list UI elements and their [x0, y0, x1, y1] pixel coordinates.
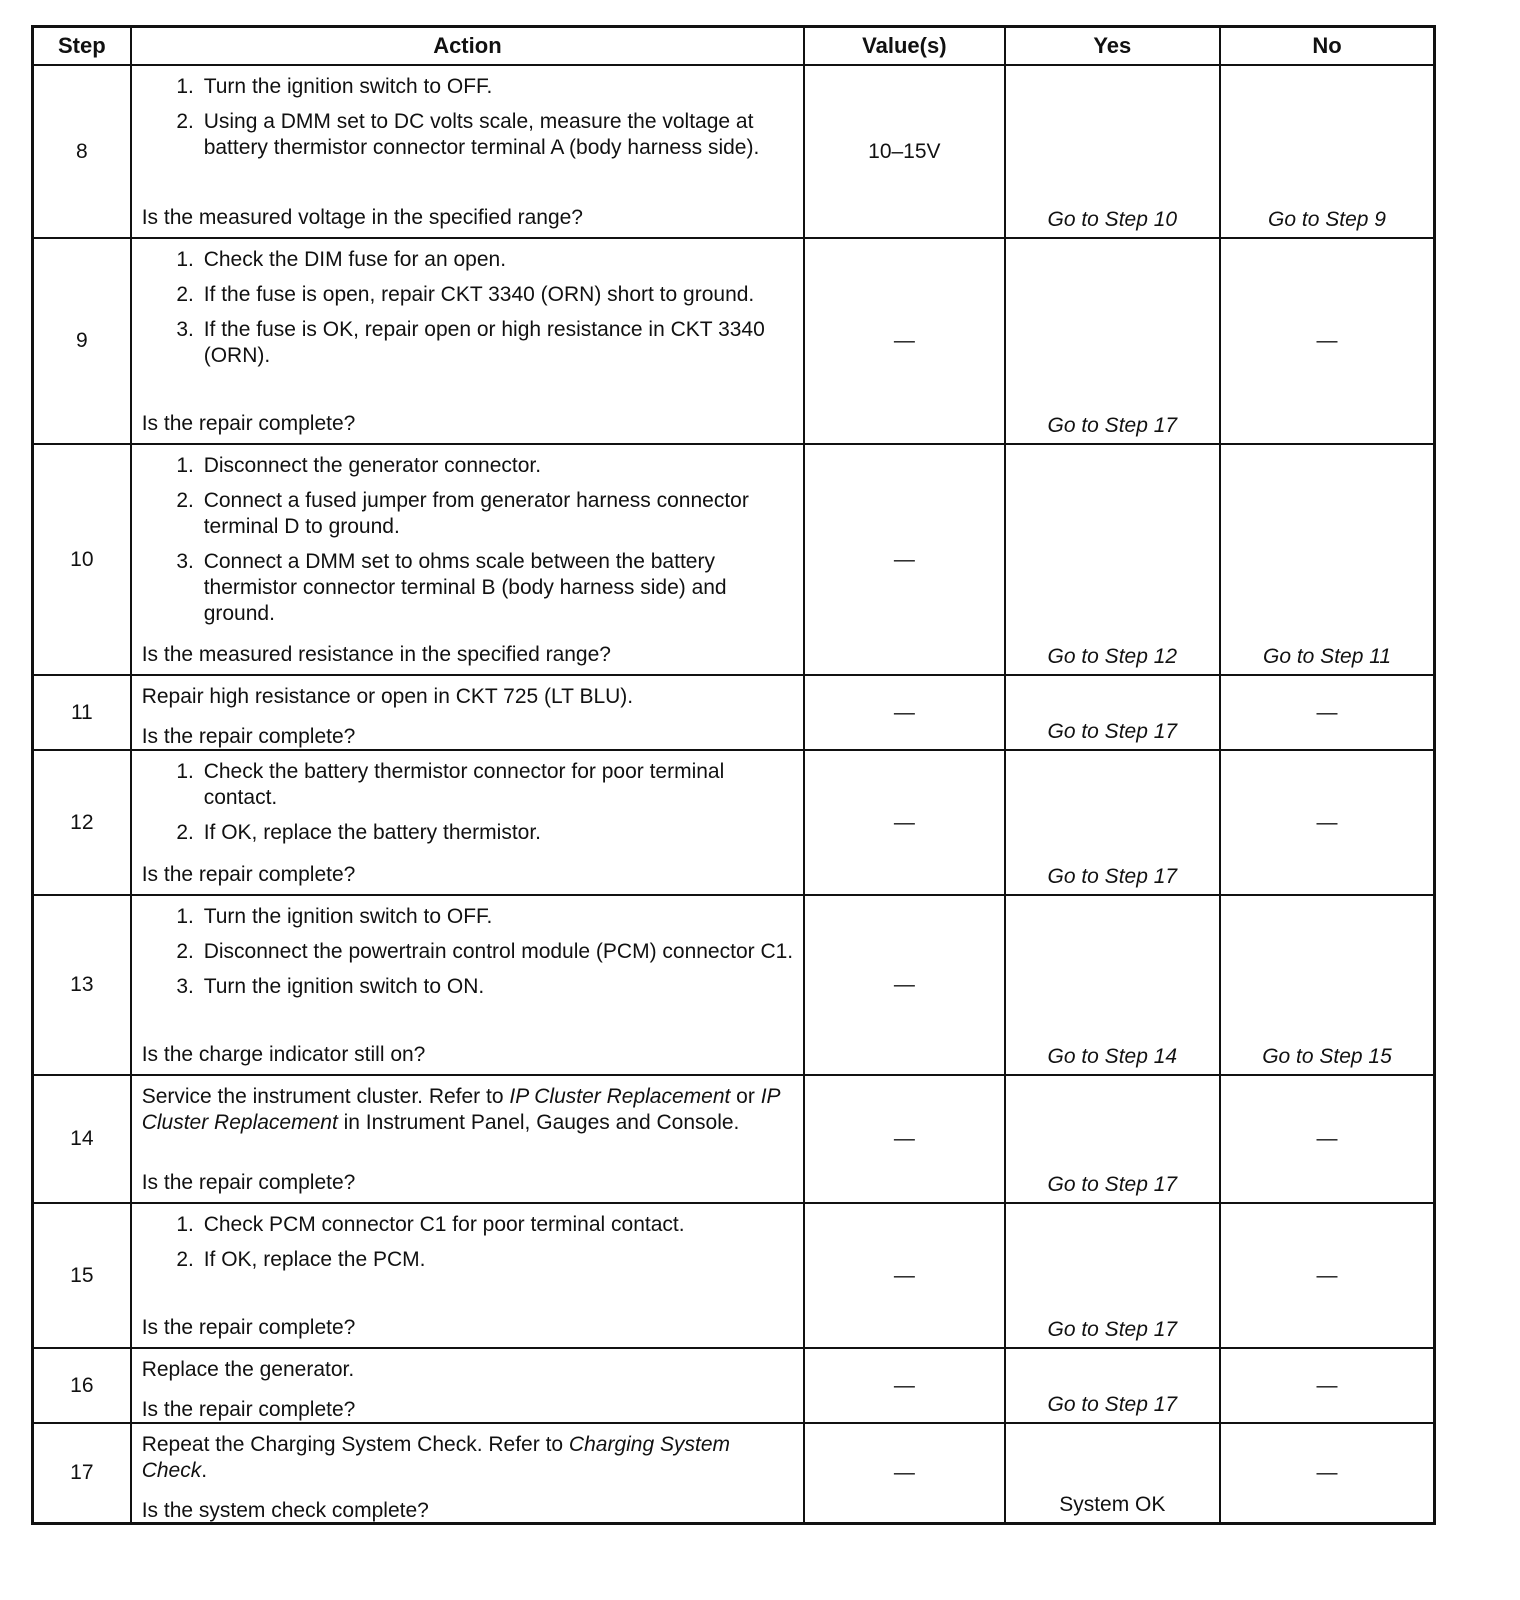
table-row: [33, 1075, 1435, 1203]
action-text-part: Service the instrument cluster. Refer to: [141, 1085, 510, 1108]
action-step: 2. If OK, replace the battery thermistor.: [200, 820, 793, 846]
no-result: —: [1316, 1461, 1338, 1484]
action-step: 1. Check the battery thermistor connector for poor terminal contact.: [200, 759, 793, 811]
table-row: [33, 750, 1435, 895]
action-cell: [131, 750, 804, 895]
action-text-part: Repeat the Charging System Check. Refer to: [141, 1433, 569, 1456]
step-number: 14: [33, 1075, 131, 1203]
value-cell: —: [804, 895, 1004, 1075]
step-number: 15: [33, 1203, 131, 1348]
action-question: Is the repair complete?: [141, 725, 356, 748]
action-steps: [142, 74, 793, 170]
table-row: [33, 1203, 1435, 1348]
no-cell: [1220, 895, 1434, 1075]
value-cell: 10–15V: [804, 65, 1004, 238]
action-cell: [131, 895, 804, 1075]
action-cell: [131, 1075, 804, 1203]
reference-link: IP Cluster Replacement: [509, 1085, 731, 1108]
value-cell: —: [804, 444, 1004, 675]
action-step: 3. If the fuse is OK, repair open or high resistance in CKT 3340 (ORN).: [200, 317, 793, 369]
action-step: 1. Turn the ignition switch to OFF.: [200, 904, 793, 930]
reference-link: Charging System Check: [141, 1433, 730, 1482]
action-step: 2. If OK, replace the PCM.: [200, 1247, 793, 1273]
action-text-part: in Instrument Panel, Gauges and Console.: [337, 1111, 740, 1134]
no-cell: [1220, 1423, 1434, 1524]
yes-cell: [1005, 444, 1220, 675]
table-row: [33, 65, 1435, 238]
action-question: Is the measured resistance in the specified range?: [141, 643, 611, 666]
table-row: [33, 1348, 1435, 1423]
header-step: Step: [33, 27, 131, 66]
step-number: 11: [33, 675, 131, 750]
yes-cell: [1005, 750, 1220, 895]
yes-cell: [1005, 675, 1220, 750]
action-step: 2. Using a DMM set to DC volts scale, measure the voltage at battery thermistor connector terminal A (body harness side).: [200, 109, 793, 161]
step-number: 12: [33, 750, 131, 895]
value-cell: —: [804, 1203, 1004, 1348]
action-cell: [131, 65, 804, 238]
action-cell: [131, 1203, 804, 1348]
action-step: 3. Connect a DMM set to ohms scale between the battery thermistor connector terminal B (body harness side) and ground.: [200, 549, 793, 627]
action-text: [142, 1432, 793, 1484]
yes-result: Go to Step 17: [1047, 414, 1178, 437]
action-step: 2. Connect a fused jumper from generator harness connector terminal D to ground.: [200, 488, 793, 540]
action-steps: [142, 1212, 793, 1282]
header-no: No: [1220, 27, 1434, 66]
no-cell: [1220, 675, 1434, 750]
action-step: 1. Check the DIM fuse for an open.: [200, 247, 793, 273]
header-values: Value(s): [804, 27, 1004, 66]
action-steps: [142, 247, 793, 378]
value-cell: —: [804, 675, 1004, 750]
action-cell: [131, 444, 804, 675]
no-cell: [1220, 65, 1434, 238]
no-result: —: [1316, 700, 1338, 724]
action-step: 1. Disconnect the generator connector.: [200, 453, 793, 479]
header-row: [33, 27, 1435, 66]
value-cell: —: [804, 750, 1004, 895]
yes-cell: [1005, 1423, 1220, 1524]
no-cell: [1220, 1075, 1434, 1203]
table-row: [33, 238, 1435, 444]
action-question: Is the charge indicator still on?: [141, 1043, 426, 1066]
yes-result: Go to Step 17: [1047, 720, 1178, 743]
table-row: [33, 444, 1435, 675]
table-row: [33, 895, 1435, 1075]
yes-cell: [1005, 1203, 1220, 1348]
no-result: —: [1316, 1127, 1338, 1150]
value-cell: —: [804, 1075, 1004, 1203]
no-result: —: [1316, 329, 1338, 352]
action-steps: [142, 453, 793, 636]
value-cell: —: [804, 1423, 1004, 1524]
action-cell: [131, 675, 804, 750]
action-text: Replace the generator.: [141, 1358, 355, 1381]
yes-result: System OK: [1059, 1493, 1166, 1516]
no-cell: [1220, 1203, 1434, 1348]
no-cell: [1220, 1348, 1434, 1423]
action-cell: [131, 238, 804, 444]
no-result: —: [1316, 1263, 1338, 1287]
reference-link: IP Cluster Replacement: [141, 1085, 780, 1134]
yes-result: Go to Step 14: [1047, 1045, 1178, 1068]
yes-cell: [1005, 238, 1220, 444]
action-question: Is the repair complete?: [141, 1316, 356, 1339]
yes-result: Go to Step 12: [1047, 645, 1178, 668]
action-question: Is the repair complete?: [141, 412, 356, 435]
action-text: Repair high resistance or open in CKT 725 (LT BLU).: [141, 685, 634, 708]
value-cell: —: [804, 238, 1004, 444]
table-row: [33, 675, 1435, 750]
diagnostic-table: [31, 25, 1436, 1525]
no-cell: [1220, 444, 1434, 675]
action-step: 3. Turn the ignition switch to ON.: [200, 974, 793, 1000]
no-result: Go to Step 9: [1268, 208, 1386, 231]
action-text-part: .: [201, 1459, 208, 1482]
action-question: Is the repair complete?: [141, 863, 356, 886]
action-cell: [131, 1423, 804, 1524]
no-result: —: [1316, 810, 1338, 834]
action-step: 1. Turn the ignition switch to OFF.: [200, 74, 793, 100]
action-text: [142, 1084, 793, 1136]
value-cell: —: [804, 1348, 1004, 1423]
action-step: 1. Check PCM connector C1 for poor terminal contact.: [200, 1212, 793, 1238]
action-question: Is the repair complete?: [141, 1171, 356, 1194]
yes-cell: [1005, 1075, 1220, 1203]
action-steps: [142, 759, 793, 855]
step-number: 10: [33, 444, 131, 675]
action-question: Is the system check complete?: [141, 1499, 429, 1522]
step-number: 8: [33, 65, 131, 238]
action-steps: [142, 904, 793, 1009]
action-text-part: or: [730, 1085, 761, 1108]
no-result: Go to Step 15: [1262, 1045, 1392, 1068]
no-cell: [1220, 750, 1434, 895]
yes-result: Go to Step 17: [1047, 1393, 1178, 1416]
yes-cell: [1005, 895, 1220, 1075]
action-step: 2. If the fuse is open, repair CKT 3340 (ORN) short to ground.: [200, 282, 793, 308]
step-number: 9: [33, 238, 131, 444]
yes-result: Go to Step 17: [1047, 865, 1178, 888]
yes-cell: [1005, 1348, 1220, 1423]
step-number: 16: [33, 1348, 131, 1423]
step-number: 13: [33, 895, 131, 1075]
header-action: Action: [131, 27, 804, 66]
no-result: Go to Step 11: [1262, 645, 1392, 668]
no-result: —: [1316, 1373, 1338, 1397]
yes-cell: [1005, 65, 1220, 238]
action-question: Is the repair complete?: [141, 1398, 356, 1421]
step-number: 17: [33, 1423, 131, 1524]
yes-result: Go to Step 10: [1047, 208, 1178, 231]
no-cell: [1220, 238, 1434, 444]
yes-result: Go to Step 17: [1047, 1318, 1178, 1341]
action-question: Is the measured voltage in the specified range?: [141, 206, 583, 229]
action-cell: [131, 1348, 804, 1423]
yes-result: Go to Step 17: [1047, 1173, 1178, 1196]
action-step: 2. Disconnect the powertrain control module (PCM) connector C1.: [200, 939, 793, 965]
table-row: [33, 1423, 1435, 1524]
header-yes: Yes: [1005, 27, 1220, 66]
